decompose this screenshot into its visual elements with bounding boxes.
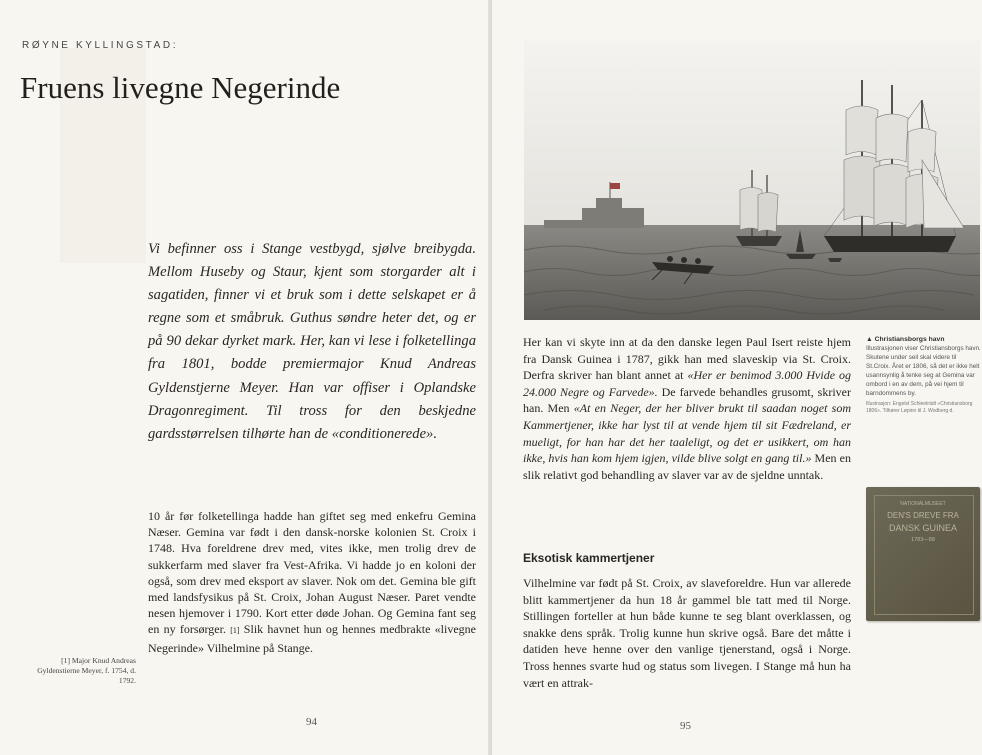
para1-text-end: Men en slik relativt god behandling av slaver var av de sjeldne unntak. bbox=[523, 451, 851, 482]
body-text-post: Slik havnet hun og hennes medbrakte «livegne Negerinde» Vilhelmine på Stange. bbox=[148, 622, 476, 655]
article-title: Fruens livegne Negerinde bbox=[20, 70, 341, 105]
body-paragraph bbox=[148, 508, 476, 656]
para1-text-mid: De farvede behandles grusomt, skriver han. Men bbox=[523, 384, 851, 416]
book-cover-line: NATIONALMUSEET bbox=[900, 501, 946, 507]
footnote-marker: [1] bbox=[230, 626, 240, 636]
illustration-caption bbox=[866, 335, 982, 415]
para1-quote-2: «At en Neger, der her bliver brukt til saadan noget som Kammertjener, ikke har lyst til at vende hjem til sit Fædreland, er mueligt, for han har det her taaleligt, og det er usikkert, om han ikke, hvis han kom hjem igjen, vilde blive solgt en gang til.» bbox=[523, 401, 852, 466]
book-cover-line: DEN'S DREVE FRA bbox=[887, 511, 959, 520]
footnote: [1] Major Knud Andreas Gyldenstierne Meyer, f. 1754, d. 1792. bbox=[37, 656, 136, 685]
illustration-drawing bbox=[524, 40, 980, 320]
body-text-pre: 10 år før folketellinga hadde han giftet seg med enkefru Gemina Næser. Gemina var født i den dansk-norske kolonien St. Croix i 1748. Hva foreldrene drev med, vites ikke, men trolig drev de sukkerfarm med slaver fra Vest-Afrika. Vi hadde jo en koloni der også, som drev med eksport av slaver. Nok om det. Gemina ble gift med landsfysikus på St. Croix, Johan August Næser. Paret vendte nesen hjemover i 1790. Kort etter døde Johan. Og Gemina fant seg en ny forsørger. bbox=[148, 509, 476, 637]
book-cover-image bbox=[866, 487, 980, 621]
ship-harbour-illustration bbox=[524, 40, 980, 320]
caption-body: Illustrasjonen viser Christiansborgs havn. Skutene under seil skal videre til St.Croix. Året er 1806, så det er ikke helt usannsynlig å tenke seg at Gemina var ombord i en av dem, på vei hjem til barndommens by. bbox=[866, 345, 981, 397]
para1-quote-1: «Her er benimod 3.000 Hvide og 24.000 Negre og Farvede». bbox=[523, 368, 851, 399]
section-subheading: Eksotisk kammertjener bbox=[523, 551, 655, 565]
page-number-left: 94 bbox=[306, 716, 317, 728]
lead-paragraph: Vi befinner oss i Stange vestbygd, sjølve breibygda. Mellom Huseby og Staur, kjent som storgarder alt i sagatiden, finner vi et bruk som i dette selskapet er å regne som et småbruk. Guthus søndre heter det, og er på 90 dekar dyrket mark. Her, kan vi lese i folketellinga fra 1801, bodde premiermajor Knud Andreas Gyldenstjerne Meyer. Han var offiser i Oplandske Dragonregiment. Til tross for den beskjedne gardsstørrelsen tilhørte han de «conditionerede». bbox=[148, 241, 476, 442]
para1-text: Her kan vi skyte inn at da den danske legen Paul Isert reiste hjem fra Dansk Guinea i 1787, gikk han med slaveskip via St. Croix. Derfra skriver han blant annet at bbox=[523, 335, 851, 383]
book-cover-line: 1783—88 bbox=[911, 537, 935, 543]
page-number-right: 95 bbox=[680, 720, 691, 732]
book-cover-line: DANSK GUINEA bbox=[888, 523, 957, 533]
caption-title: ▲ Christiansborgs havn bbox=[866, 336, 945, 343]
author-line: RØYNE KYLLINGSTAD: bbox=[22, 40, 179, 51]
body-paragraph-right-2: Vilhelmine var født på St. Croix, av slaveforeldre. Hun var allerede blitt kammertjener da hun 18 år gammel ble tatt med til Norge. Stillingen forteller at hun både kunne te seg blant overklassen, og snakke dens språk. Trolig kunne hun skrive også. Bare det måtte i datiden heve henne over den vanlige tjenerstand, også i Norge. Tross hennes svarte hud og status som livegen. I Stange må hun ha vært en attrak- bbox=[523, 576, 851, 690]
caption-credit: Illustrasjon: Engelst Schleeträdt «Christiansborg 1806». Tilhører Løpinn til J. Wodberg d. bbox=[866, 401, 973, 414]
body-paragraph-right bbox=[523, 334, 851, 483]
